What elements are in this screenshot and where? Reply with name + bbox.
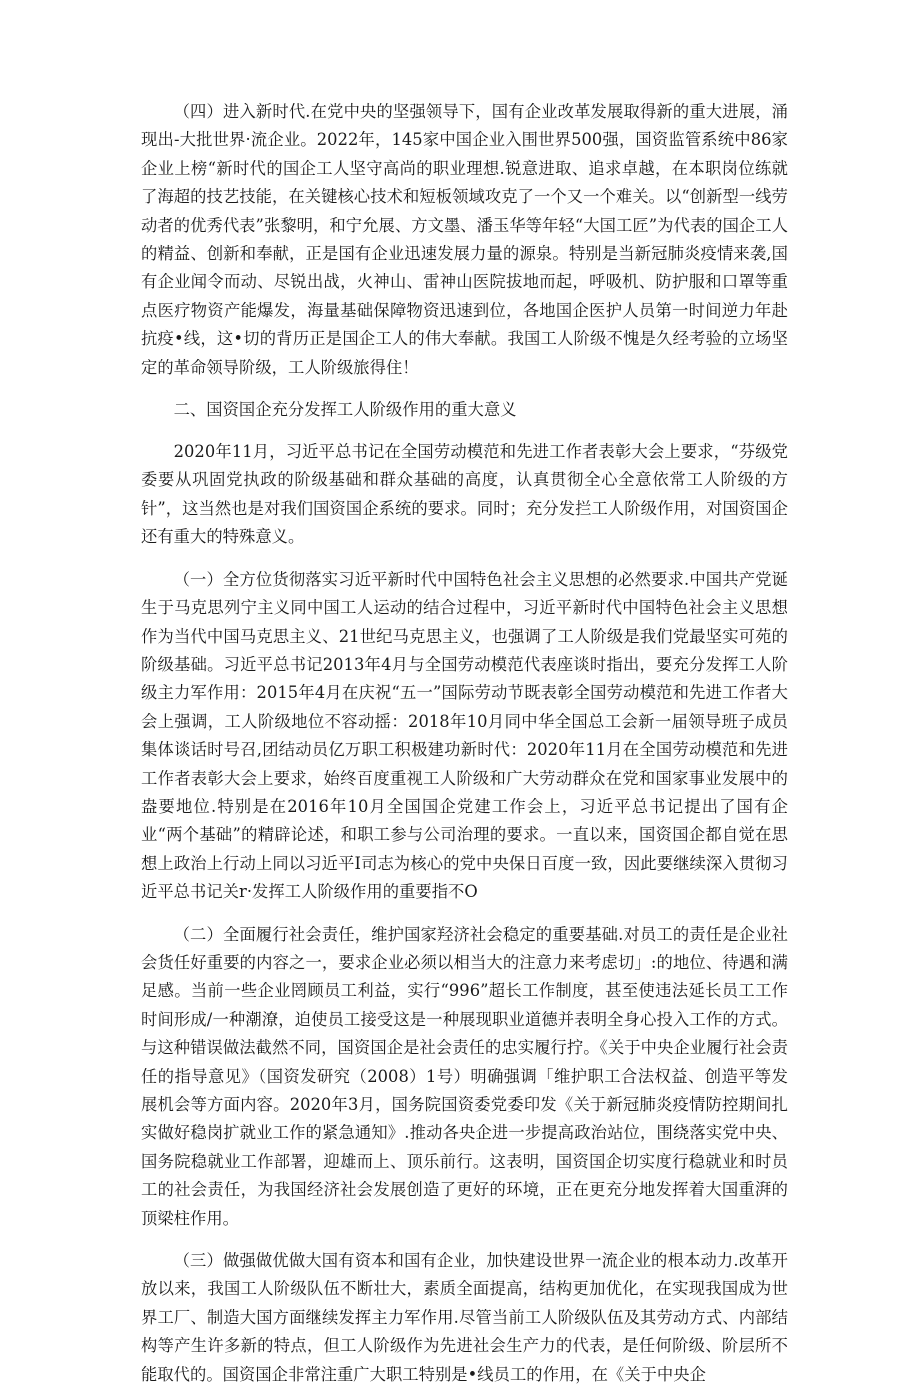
paragraph-section-4: （四）进入新时代.在党中央的坚强领导下，国有企业改革发展取得新的重大进展，涌现出-大批世界·流企业。2022年，145家中国企业入围世界500强，国资监管系统中86家企业上榜“新时代的国企工人坚守高尚的职业理想.锐意进取、追求卓越，在本职岗位练就了海超的技艺技能，在关键核心技术和短板领域攻克了一个又一个难关。以“创新型一线劳动者的优秀代表”张黎明，和宁允展、方文墨、潘玉华等年轻“大国工匠”为代表的国企工人的精益、创新和奉献，正是国有企业迅速发展力量的源泉。特别是当新冠肺炎疫情来袭,国有企业闻令而动、尽锐出战，火神山、雷神山医院拔地而起，呼吸机、防护服和口罩等重点医疗物资产能爆发，海量基础保障物资迅速到位，各地国企医护人员第一时间逆力年赴抗疫•线，这•切的背历正是国企工人的伟大奉献。我国工人阶级不愧是久经考验的立场坚定的革命领导阶级，工人阶级旅得住！	[141, 102, 788, 377]
paragraph-subsection-3: （三）做强做优做大国有资本和国有企业，加快建设世界一流企业的根本动力.改革开放以来，我国工人阶级队伍不断壮大，素质全面提高，结构更加优化，在实现我国成为世界工厂、制造大国方面继续发挥主力军作用.尽管当前工人阶级队伍及其劳动方式、内部结构等产生许多新的特点，但工人阶级作为先进社会生产力的代表，是任何阶级、阶层所不能取代的。国资国企非常注重广大职工特别是•线员工的作用，在《关于中央企	[141, 1251, 788, 1384]
paragraph-subsection-2: （二）全面履行社会责任，维护国家羟济社会稳定的重要基础.对员工的责任是企业社会货任好重要的内容之一，要求企业必须以相当大的注意力来考虑切」:的地位、待遇和满足感。当前一些企业罔顾员工利益，实行“996”超长工作制度，甚至使违法延长员工工作时间形成/一种潮潦，迫使员工接受这是一种展现职业道德并表明全身心投入工作的方式。与这种错误做法截然不同，国资国企是社会责任的忠实履行拧。《关于中央企业履行社会责任的指导意见》（国资发研究（2008）1号）明确强调「维护职工合法权益、创造平等发展机会等方面内容。2020年3月，国务院国资委党委印发《关于新冠肺炎疫情防控期间扎实做好稳岗扩就业工作的紧急通知》.推动各央企进一步提高政治站位，围绕落实党中央、国务院稳就业工作部署，迎雄而上、顶乐前行。这表明，国资国企切实度行稳就业和时员工的社会责任，为我国经济社会发展创造了更好的环境，正在更充分地发挥着大国重湃的顶梁柱作用。	[141, 924, 788, 1228]
section-heading-2: 二、国资国企充分发挥工人阶级作用的重大意义	[173, 400, 517, 420]
paragraph-subsection-1: （一）全方位货彻落实习近平新时代中国特色社会主义思想的必然要求.中国共产党诞生于马克思列宁主义同中国工人运动的结合过程中，习近平新时代中国特色社会主义思想作为当代中国马克思主义、21世纪马克思主义，也强调了工人阶级是我们党最坚实可苑的阶级基础。习近平总书记2013年4月与全国劳动模范代表座谈时指出，要充分发挥工人阶级主力军作用：2015年4月在庆祝“五一”国际劳动节既表彰全国劳动模范和先进工作者大会上强调，工人阶级地位不容动摇：2018年10月同中华全国总工会新一届领导班子成员集体谈话时号召,团结动员亿万职工积极建功新时代：2020年11月在全国劳动模范和先进工作者表彰大会上要求，始终百度重视工人阶级和广大劳动群众在党和国家事业发展中的盎要地位.特别是在2016年10月全国国企党建工作会上，习近平总书记提出了国有企业“两个基础”的精辟论述，和职工参与公司治理的要求。一直以来，国资国企都自觉在思想上政治上行动上同以习近平I司志为核心的党中央保日百度一致，因此要继续深入贯彻习近平总书记关r·发挥工人阶级作用的重要指不O	[141, 569, 788, 902]
paragraph-intro: 2020年11月，习近平总书记在全国劳动模范和先进工作者表彰大会上要求，“芬级党委要从巩固党执政的阶级基础和群众基础的高度，认真贯彻全心全意依常工人阶级的方针”，这当然也是对我们国资国企系统的要求。同时；充分发拦工人阶级作用，对国资国企还有重大的特殊意义。	[141, 442, 788, 547]
